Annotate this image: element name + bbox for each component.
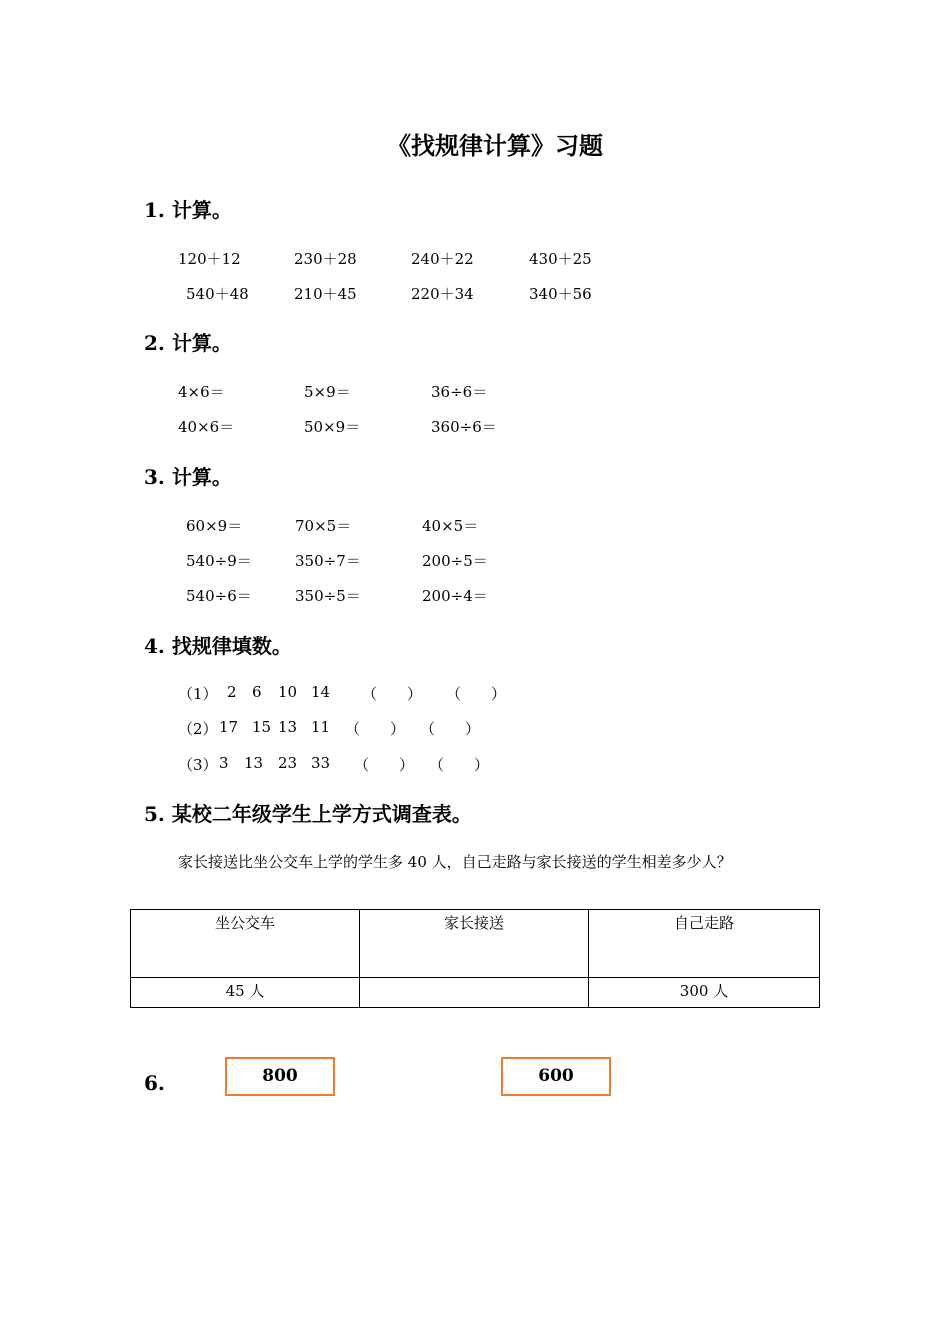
q3-item: 40×5＝ bbox=[422, 517, 479, 535]
q4-number: 15 bbox=[252, 718, 272, 736]
q1-item: 540＋48 bbox=[186, 285, 249, 303]
q4-blank: （ ） bbox=[420, 720, 481, 738]
page-title: 《找规律计算》习题 bbox=[387, 131, 603, 160]
q3-item: 540÷6＝ bbox=[186, 587, 252, 605]
q4-number: 11 bbox=[311, 718, 331, 736]
table-header-cell: 自己走路 bbox=[589, 910, 820, 978]
table-cell bbox=[360, 978, 589, 1008]
table-header-row bbox=[131, 910, 820, 978]
q5-question: 家长接送比坐公交车上学的学生多 40 人，自己走路与家长接送的学生相差多少人？ bbox=[178, 853, 732, 871]
table-header-cell: 家长接送 bbox=[360, 910, 589, 978]
q3-item: 350÷5＝ bbox=[295, 587, 361, 605]
q1-item: 220＋34 bbox=[411, 285, 474, 303]
q4-number: 17 bbox=[219, 718, 239, 736]
q2-item: 40×6＝ bbox=[178, 418, 235, 436]
q2-item: 360÷6＝ bbox=[431, 418, 497, 436]
q1-heading: 1. 计算。 bbox=[144, 198, 232, 222]
q4-number: 23 bbox=[278, 754, 298, 772]
q4-number: 6 bbox=[252, 683, 262, 701]
q1-item: 230＋28 bbox=[294, 250, 357, 268]
q1-item: 430＋25 bbox=[529, 250, 592, 268]
q3-item: 350÷7＝ bbox=[295, 552, 361, 570]
table-header-cell: 坐公交车 bbox=[131, 910, 360, 978]
q4-number: 13 bbox=[244, 754, 264, 772]
q4-blank: （ ） bbox=[354, 756, 415, 774]
q3-heading: 3. 计算。 bbox=[144, 465, 232, 489]
q4-blank: （ ） bbox=[345, 720, 406, 738]
q3-item: 70×5＝ bbox=[295, 517, 352, 535]
q4-row-label: （2） bbox=[178, 720, 218, 738]
q4-blank: （ ） bbox=[429, 756, 490, 774]
q5-heading: 5. 某校二年级学生上学方式调查表。 bbox=[144, 802, 472, 826]
q4-heading: 4. 找规律填数。 bbox=[144, 634, 292, 658]
q1-item: 340＋56 bbox=[529, 285, 592, 303]
q2-item: 4×6＝ bbox=[178, 383, 225, 401]
q2-heading: 2. 计算。 bbox=[144, 331, 232, 355]
q2-item: 36÷6＝ bbox=[431, 383, 488, 401]
q4-number: 10 bbox=[278, 683, 298, 701]
q1-item: 210＋45 bbox=[294, 285, 357, 303]
q1-item: 240＋22 bbox=[411, 250, 474, 268]
q4-blank: （ ） bbox=[446, 685, 507, 703]
table-cell: 300 人 bbox=[589, 978, 820, 1008]
survey-table bbox=[130, 909, 820, 1008]
q2-item: 50×9＝ bbox=[304, 418, 361, 436]
q2-item: 5×9＝ bbox=[304, 383, 351, 401]
q4-number: 3 bbox=[219, 754, 229, 772]
q3-item: 200÷5＝ bbox=[422, 552, 488, 570]
number-box: 600 bbox=[501, 1057, 611, 1096]
q4-number: 14 bbox=[311, 683, 331, 701]
q3-item: 60×9＝ bbox=[186, 517, 243, 535]
q4-number: 2 bbox=[227, 683, 237, 701]
q4-blank: （ ） bbox=[362, 685, 423, 703]
table-row bbox=[131, 978, 820, 1008]
number-box: 800 bbox=[225, 1057, 335, 1096]
q1-item: 120＋12 bbox=[178, 250, 241, 268]
q4-number: 33 bbox=[311, 754, 331, 772]
q3-item: 200÷4＝ bbox=[422, 587, 488, 605]
q6-heading: 6. bbox=[144, 1071, 165, 1095]
q3-item: 540÷9＝ bbox=[186, 552, 252, 570]
q4-row-label: （3） bbox=[178, 756, 218, 774]
q4-number: 13 bbox=[278, 718, 298, 736]
q4-row-label: （1） bbox=[178, 685, 218, 703]
table-cell: 45 人 bbox=[131, 978, 360, 1008]
